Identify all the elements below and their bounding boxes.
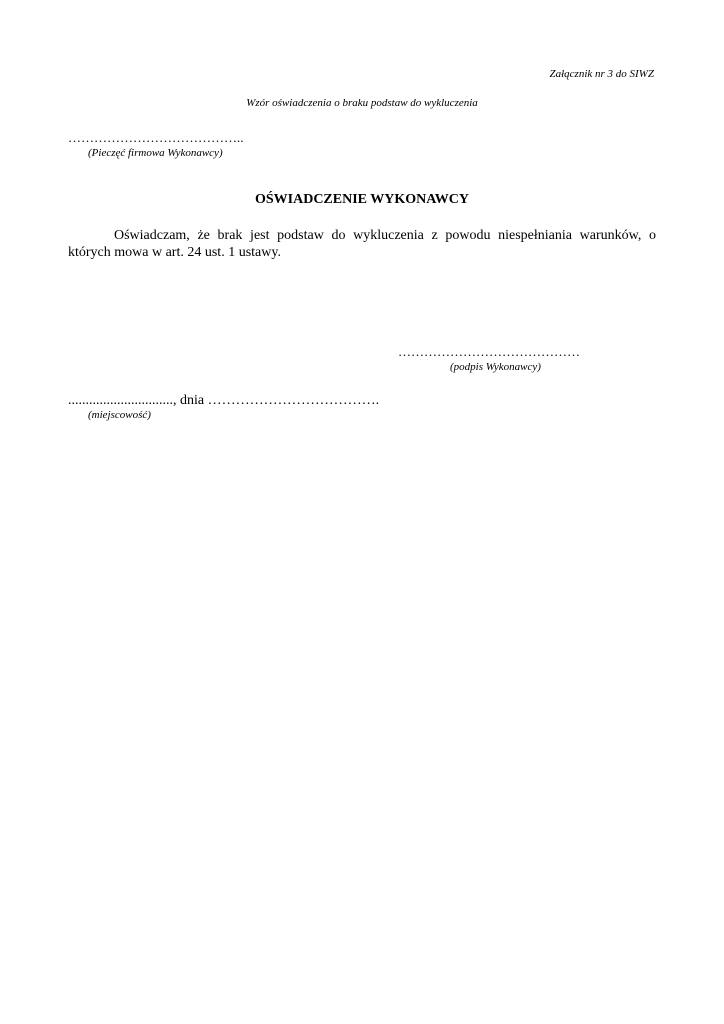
stamp-placeholder-line: ………………………………….. (68, 130, 244, 145)
place-label: (miejscowość) (88, 409, 151, 421)
signature-placeholder-line: …………………………………… (398, 344, 580, 359)
place-date-line: .............................., dnia ………………………………. (68, 393, 380, 408)
statement-paragraph: Oświadczam, że brak jest podstaw do wykluczenia z powodu niespełniania warunków, o których mowa w art. 24 ust. 1 ustawy. (68, 228, 656, 260)
form-caption: Wzór oświadczenia o braku podstaw do wykluczenia (246, 97, 478, 109)
annex-label: Załącznik nr 3 do SIWZ (549, 68, 654, 80)
stamp-label: (Pieczęć firmowa Wykonawcy) (88, 147, 223, 159)
signature-label: (podpis Wykonawcy) (450, 361, 541, 373)
document-title: OŚWIADCZENIE WYKONAWCY (254, 192, 470, 207)
